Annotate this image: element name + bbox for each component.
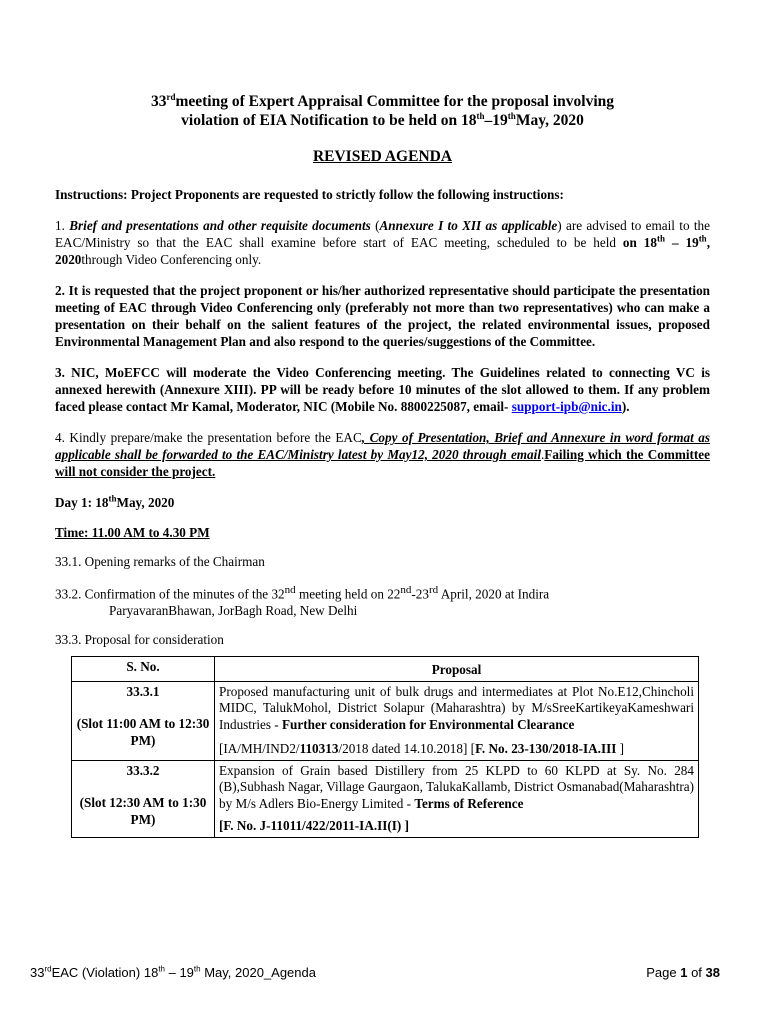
footer-meeting-label: 33rdEAC (Violation) 18th – 19th May, 2020_Agenda — [30, 964, 316, 980]
proposal-cell: Proposed manufacturing unit of bulk drugs and intermediates at Plot No.E12,Chincholi MIDC, TalukMohol, District Solapur (Maharashtra) by M/sSreeKartikeyaKameshwari Industries - Further consideration for Environmental Clearance [IA/MH/IND2/110313/2018 dated 14.10.2018] [F. No. 23-130/2018-IA.III ] — [215, 681, 699, 760]
instruction-1: 1. Brief and presentations and other requisite documents (Annexure I to XII as applicable) are advised to email to the EAC/Ministry so that the EAC shall examine before start of EAC meeting, scheduled to be held on 18th – 19th, 2020through Video Conferencing only. — [55, 218, 710, 267]
header-sno: S. No. — [72, 657, 215, 682]
sno-cell: 33.3.2 (Slot 12:30 AM to 1:30 PM) — [72, 760, 215, 837]
file-reference: [IA/MH/IND2/110313/2018 dated 14.10.2018] [F. No. 23-130/2018-IA.III ] — [219, 741, 625, 757]
proposal-cell: Expansion of Grain based Distillery from 25 KLPD to 60 KLPD at Sy. No. 284 (B),Subhash Nagar, Village Gaurgaon, TalukaKallamb, District Osmanabad(Maharashtra) by M/s Adlers Bio-Energy Limited - Terms of Reference [F. No. J-11011/422/2011-IA.II(I) ] — [215, 760, 699, 837]
instruction-3: 3. NIC, MoEFCC will moderate the Video Conferencing meeting. The Guidelines related to connecting VC is annexed herewith (Annexure XIII). PP will be ready before 10 minutes of the slot allowed to them. If any problem faced please contact Mr Kamal, Moderator, NIC (Mobile No. 8800225087, email- support-ipb@nic.in). — [55, 365, 710, 414]
support-email-link[interactable]: support-ipb@nic.in — [511, 399, 622, 414]
file-reference: [F. No. J-11011/422/2011-IA.II(I) ] — [219, 818, 410, 834]
page-number: Page 1 of 38 — [646, 965, 720, 980]
instruction-2: 2. It is requested that the project proponent or his/her authorized representative should participate the presentation meeting of EAC through Video Conferencing only (preferably not more than two representatives) who can make a presentation on their behalf on the salient features of the project, the related environmental issues, proposed Environmental Management Plan and also respond to the queries/suggestions of the Committee. — [55, 283, 711, 349]
table-row — [72, 681, 699, 760]
revised-agenda-heading: REVISED AGENDA — [312, 148, 453, 165]
title-line-1: 33rdmeeting of Expert Appraisal Committee for the proposal involving — [150, 91, 615, 110]
page-title — [55, 92, 710, 130]
title-line-2: violation of EIA Notification to be held on 18th–19thMay, 2020 — [181, 110, 584, 129]
table-row — [72, 760, 699, 837]
table-header-row — [72, 657, 699, 682]
proposal-table — [71, 656, 699, 838]
time-heading: Time: 11.00 AM to 4.30 PM — [55, 525, 210, 540]
header-proposal: Proposal — [215, 657, 699, 682]
document-page — [55, 92, 710, 838]
agenda-item-33-1: 33.1. Opening remarks of the Chairman — [55, 554, 265, 569]
instructions-heading: Instructions: Project Proponents are requested to strictly follow the following instructions: — [55, 187, 564, 202]
agenda-item-33-2-line2: ParyavaranBhawan, JorBagh Road, New Delhi — [109, 603, 358, 619]
sno-cell: 33.3.1 (Slot 11:00 AM to 12:30 PM) — [72, 681, 215, 760]
day-heading: Day 1: 18thMay, 2020 — [55, 493, 175, 510]
agenda-item-33-2-line1: 33.2. Confirmation of the minutes of the 32nd meeting held on 22nd-23rd April, 2020 at Indira — [55, 584, 550, 602]
agenda-item-33-2 — [55, 582, 710, 619]
agenda-item-33-3: 33.3. Proposal for consideration — [55, 632, 224, 648]
instruction-4: 4. Kindly prepare/make the presentation before the EAC, Copy of Presentation, Brief and Annexure in word format as applicable shall be forwarded to the EAC/Ministry latest by May12, 2020 through email.Failing which the Committee will not consider the project. — [55, 430, 710, 479]
